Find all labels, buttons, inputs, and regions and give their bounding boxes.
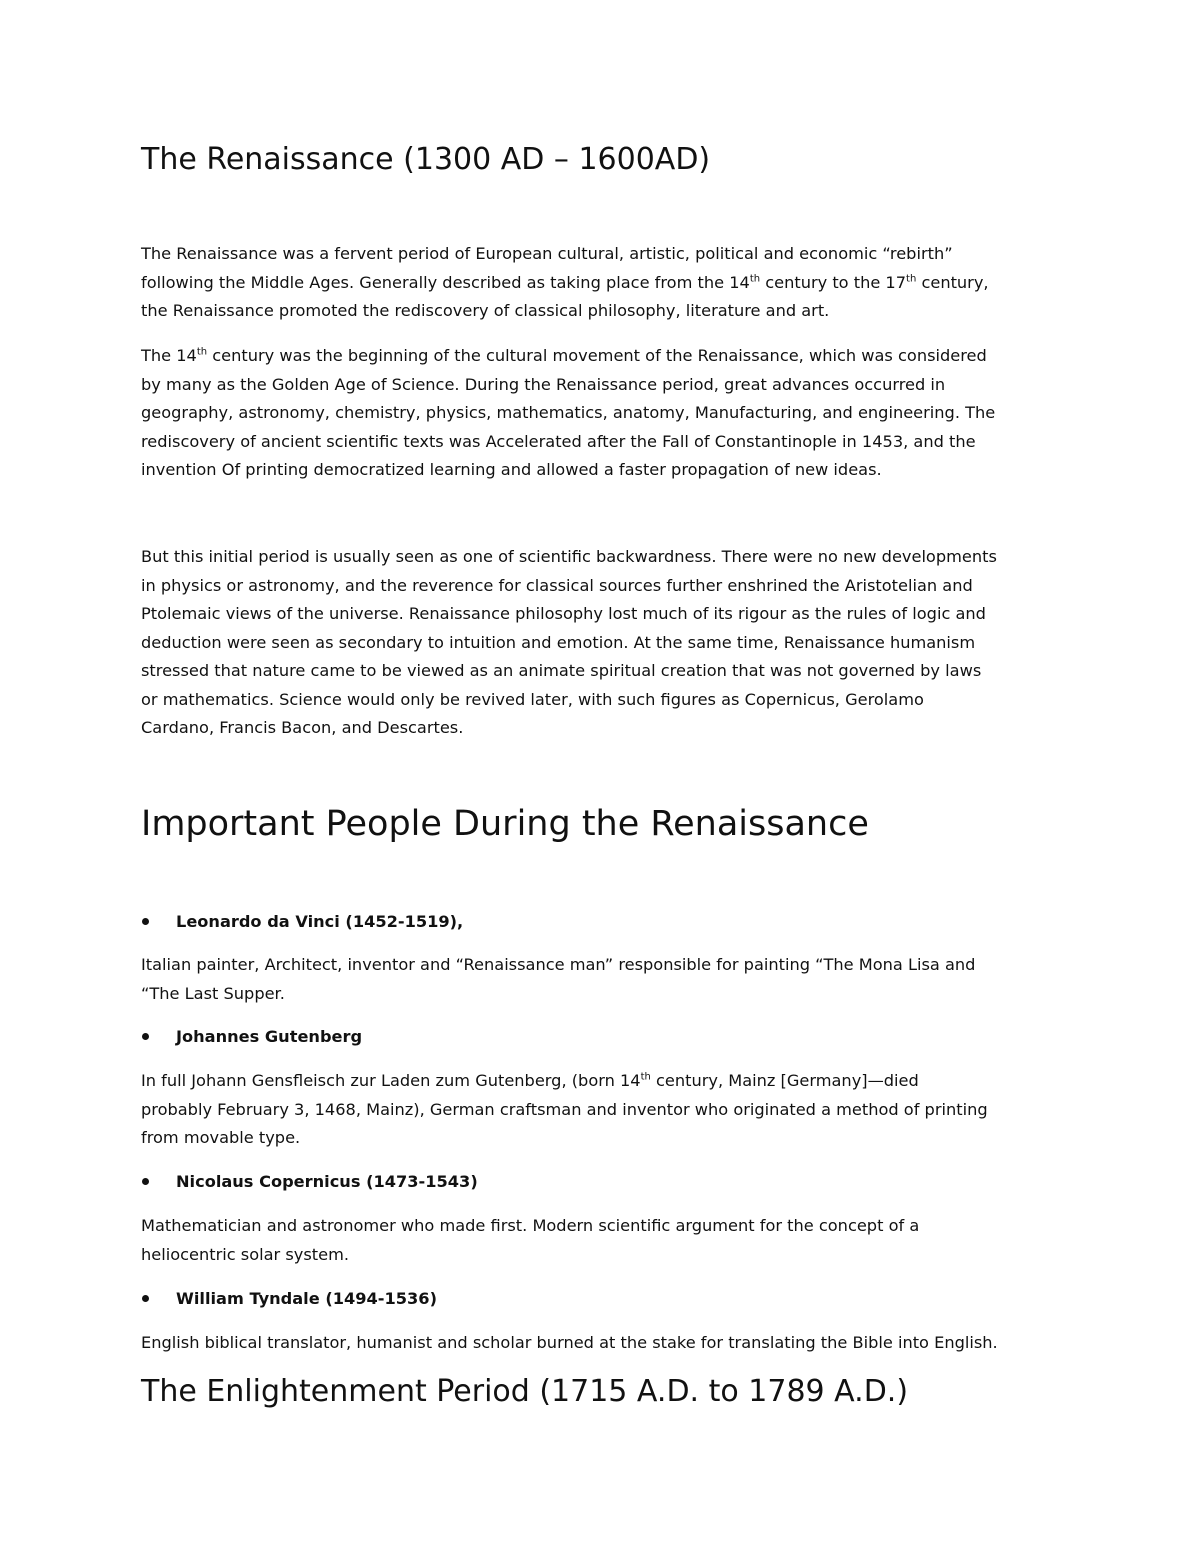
- text-line: In full Johann Gensfleisch zur Laden zum Gutenberg, (born 14th century, Mainz [Germany]—died: [141, 1071, 919, 1090]
- text-line: or mathematics. Science would only be revived later, with such figures as Copernicus, Gerolamo: [141, 689, 924, 709]
- text-line: stressed that nature came to be viewed as an animate spiritual creation that was not governed by laws: [141, 661, 982, 680]
- person-description: [141, 1067, 1071, 1153]
- text-line: Italian painter, Architect, inventor and “Renaissance man” responsible for painting “The Mona Lisa and: [141, 955, 976, 974]
- text-line: following the Middle Ages. Generally described as taking place from the 14th century to the 17th century,: [141, 272, 989, 292]
- text-line: English biblical translator, humanist and scholar burned at the stake for translating the Bible into English.: [141, 1333, 998, 1352]
- text-line: heliocentric solar system.: [141, 1244, 350, 1264]
- text-line: Mathematician and astronomer who made first. Modern scientific argument for the concept of a: [141, 1216, 920, 1235]
- text-line: the Renaissance promoted the rediscovery of classical philosophy, literature and art.: [141, 301, 830, 320]
- bullet-icon: [142, 1178, 149, 1185]
- text-line: deduction were seen as secondary to intuition and emotion. At the same time, Renaissance humanism: [141, 632, 976, 652]
- paragraph-intro: [141, 240, 1071, 326]
- person-name: Nicolaus Copernicus (1473-1543): [176, 1172, 478, 1191]
- text-line: But this initial period is usually seen as one of scientific backwardness. There were no new developments: [141, 547, 997, 566]
- person-description: [141, 951, 1071, 1008]
- text-line: rediscovery of ancient scientific texts was Accelerated after the Fall of Constantinople in 1453, and the: [141, 431, 976, 451]
- person-description: [141, 1329, 1071, 1358]
- text-line: geography, astronomy, chemistry, physics, mathematics, anatomy, Manufacturing, and engineering. The: [141, 403, 996, 422]
- text-line: invention Of printing democratized learning and allowed a faster propagation of new ideas.: [141, 460, 882, 479]
- text-line: by many as the Golden Age of Science. During the Renaissance period, great advances occurred in: [141, 374, 946, 394]
- title-enlightenment: The Enlightenment Period (1715 A.D. to 1789 A.D.): [141, 1374, 909, 1409]
- text-line: in physics or astronomy, and the reverence for classical sources further enshrined the Aristotelian and: [141, 575, 973, 595]
- text-line: Ptolemaic views of the universe. Renaissance philosophy lost much of its rigour as the rules of logic and: [141, 604, 986, 623]
- text-line: “The Last Supper.: [141, 983, 285, 1003]
- bullet-icon: [142, 1033, 149, 1040]
- title-renaissance: The Renaissance (1300 AD – 1600AD): [141, 142, 711, 177]
- text-line: The 14th century was the beginning of the cultural movement of the Renaissance, which was considered: [141, 346, 987, 365]
- title-important-people: Important People During the Renaissance: [141, 804, 869, 844]
- person-name: William Tyndale (1494-1536): [176, 1289, 437, 1308]
- bullet-icon: [142, 1295, 149, 1302]
- text-line: probably February 3, 1468, Mainz), German craftsman and inventor who originated a method of printing: [141, 1099, 988, 1119]
- paragraph-backwardness: [141, 543, 1071, 743]
- person-description: [141, 1212, 1071, 1269]
- text-line: The Renaissance was a fervent period of European cultural, artistic, political and economic “rebirth”: [141, 244, 953, 263]
- bullet-icon: [142, 918, 149, 925]
- person-name: Johannes Gutenberg: [176, 1027, 363, 1046]
- person-name: Leonardo da Vinci (1452-1519),: [176, 912, 464, 931]
- text-line: Cardano, Francis Bacon, and Descartes.: [141, 718, 464, 737]
- text-line: from movable type.: [141, 1128, 301, 1147]
- paragraph-science: [141, 342, 1071, 485]
